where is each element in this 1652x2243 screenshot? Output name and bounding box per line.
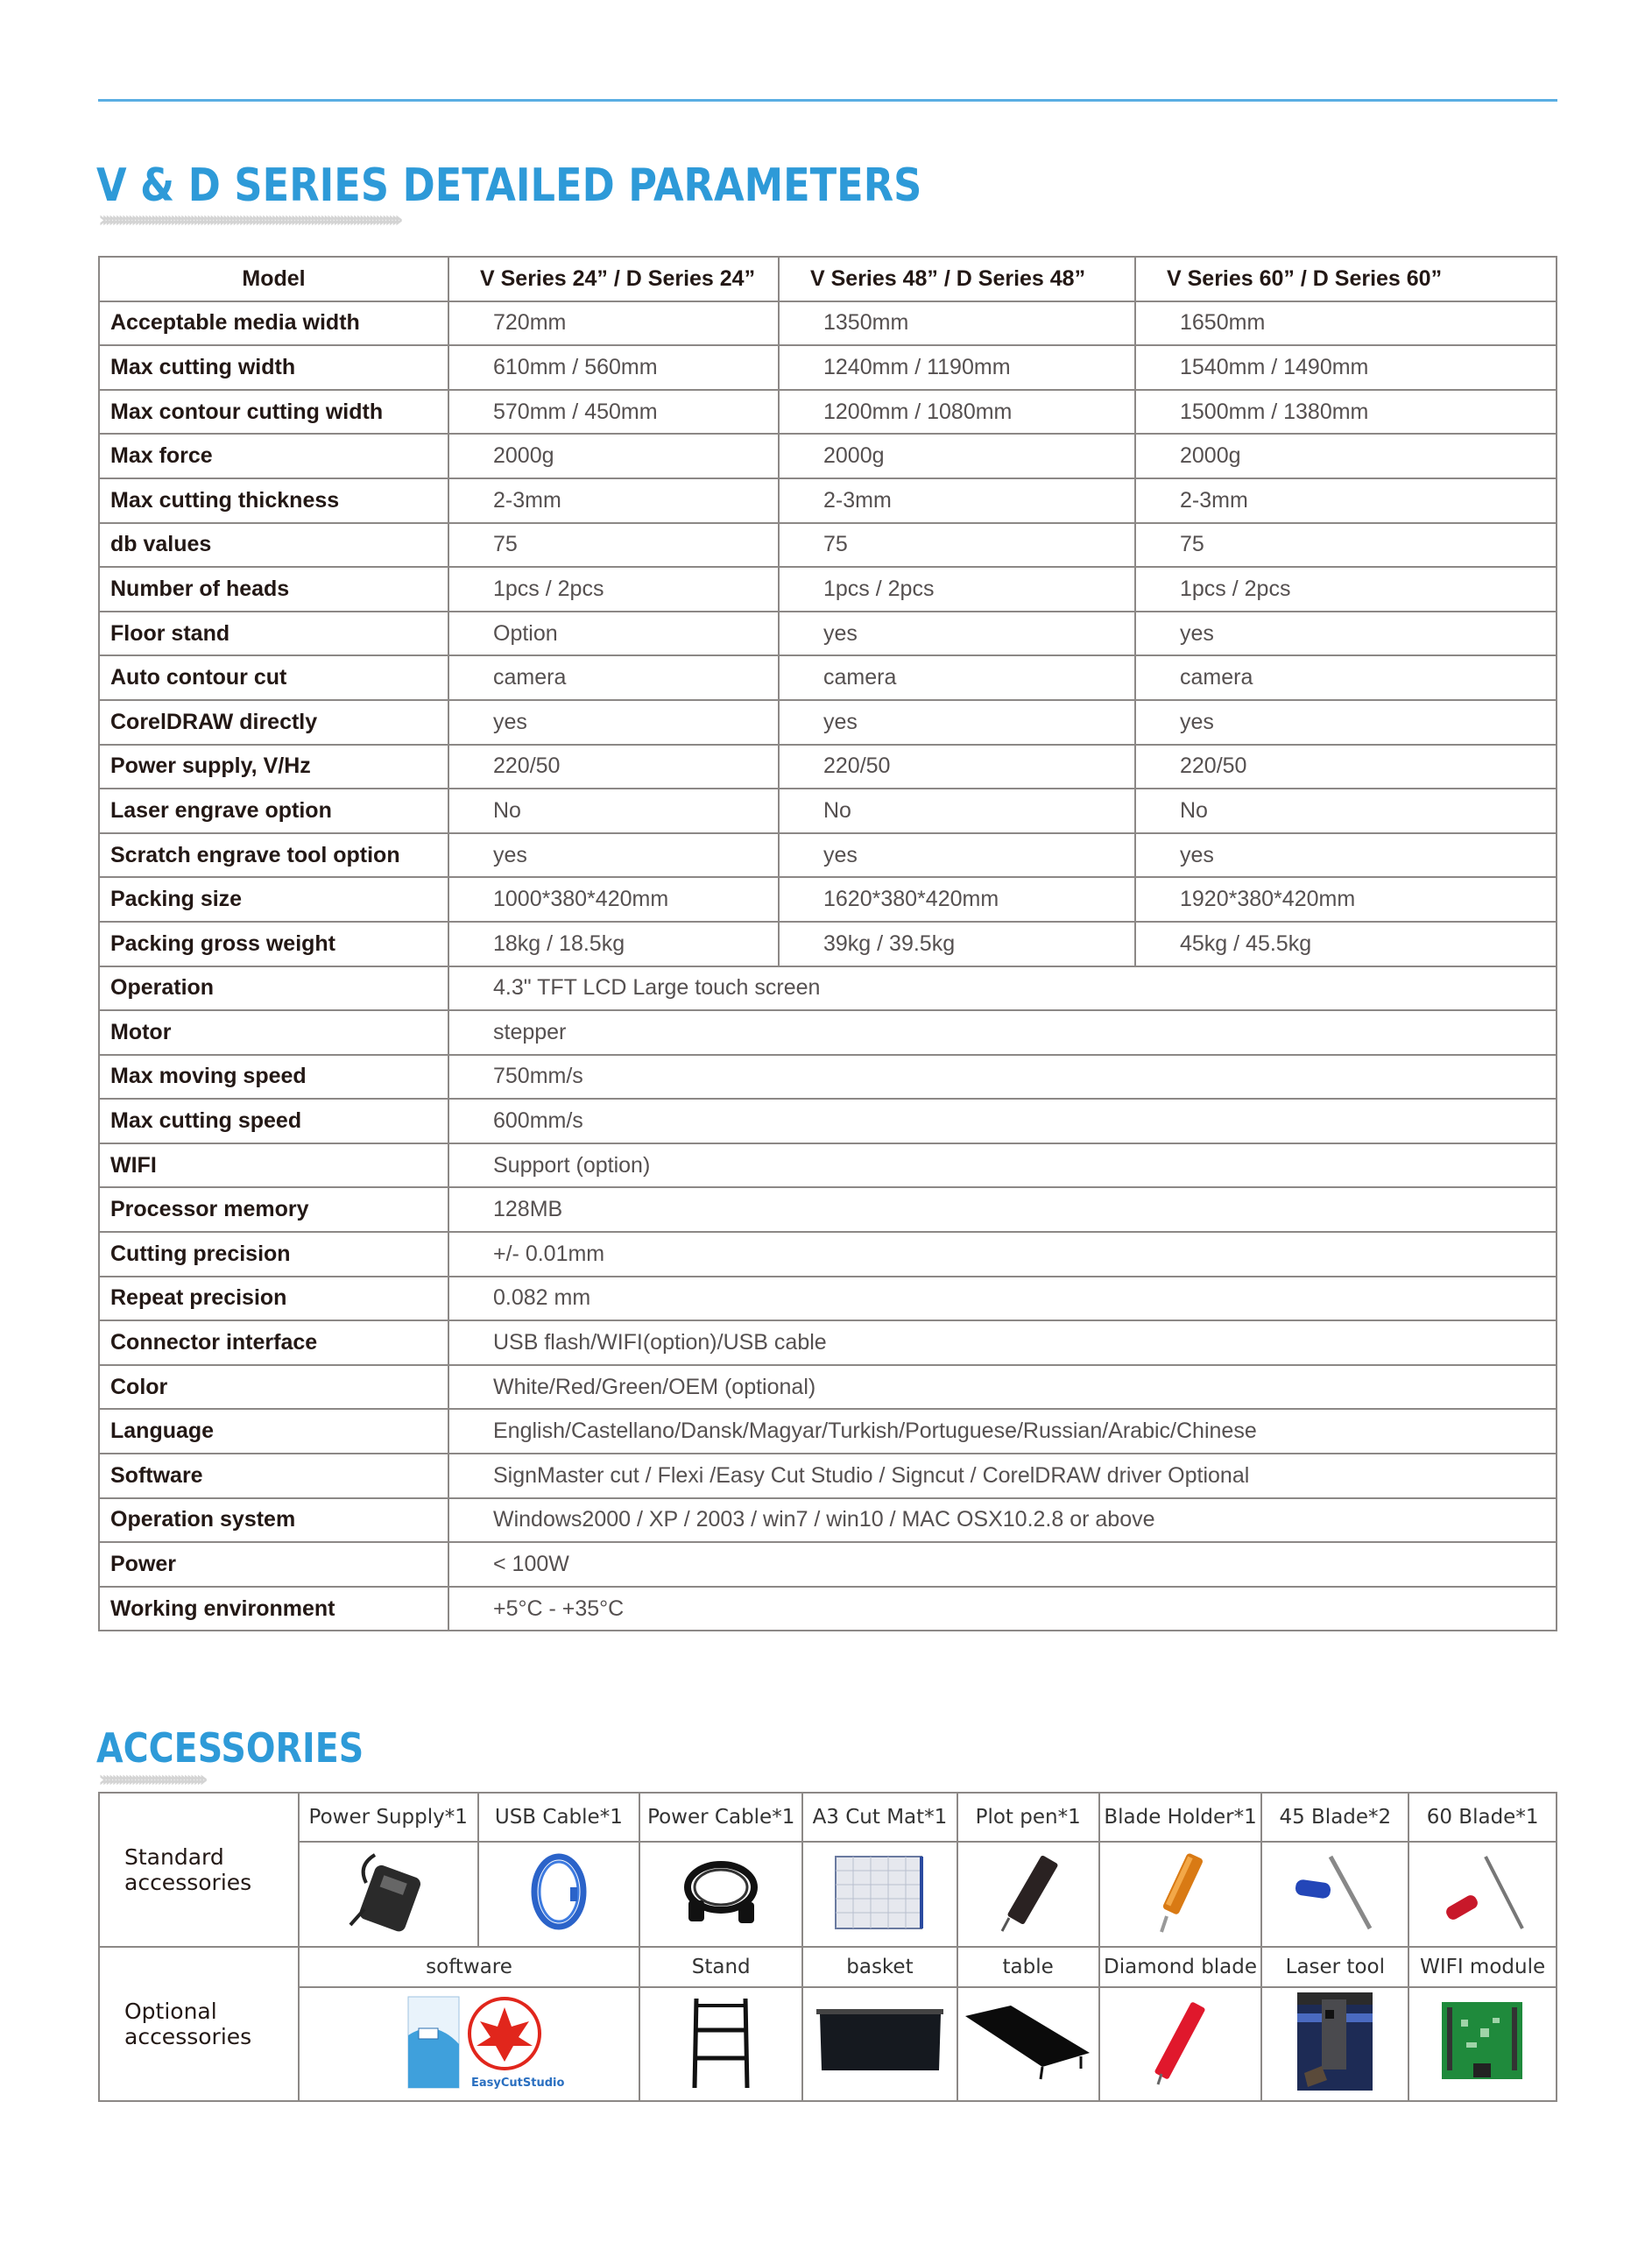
spec-value: 1540mm / 1490mm bbox=[1135, 345, 1557, 390]
spec-value: 1000*380*420mm bbox=[448, 877, 779, 922]
blade-45-image bbox=[1261, 1842, 1408, 1947]
std-item-label: Power Cable*1 bbox=[639, 1793, 802, 1842]
spec-label: Floor stand bbox=[99, 612, 448, 656]
spec-value: 720mm bbox=[448, 301, 779, 346]
spec-label: Color bbox=[99, 1365, 448, 1410]
spec-value: 1350mm bbox=[779, 301, 1135, 346]
spec-value: No bbox=[779, 789, 1135, 833]
spec-label: WIFI bbox=[99, 1143, 448, 1188]
spec-shared-value: +5°C - +35°C bbox=[448, 1587, 1557, 1631]
spec-row-shared bbox=[99, 1143, 1557, 1188]
spec-header-row bbox=[99, 257, 1557, 301]
spec-value: 1pcs / 2pcs bbox=[1135, 567, 1557, 612]
accessories-table bbox=[98, 1792, 1557, 2102]
spec-value: camera bbox=[1135, 655, 1557, 700]
laser-tool-image bbox=[1261, 1987, 1408, 2101]
header-60: V Series 60” / D Series 60” bbox=[1135, 257, 1557, 301]
top-divider bbox=[98, 99, 1557, 102]
spec-label: db values bbox=[99, 523, 448, 568]
title-underline-chevrons: ›››››››››››››››››››››››››››››››››››››››››››››››››››››››››››››››››››››››››››››››››››››››››››› bbox=[98, 210, 398, 230]
opt-item-label: Diamond blade bbox=[1099, 1947, 1262, 1987]
header-model: Model bbox=[99, 257, 448, 301]
spec-row bbox=[99, 745, 1557, 789]
blade-holder-image bbox=[1099, 1842, 1262, 1947]
spec-value: 220/50 bbox=[1135, 745, 1557, 789]
spec-row bbox=[99, 833, 1557, 878]
spec-value: 2-3mm bbox=[448, 478, 779, 523]
optional-images-row bbox=[99, 1987, 1557, 2101]
spec-value: yes bbox=[779, 833, 1135, 878]
spec-label: Operation bbox=[99, 966, 448, 1011]
spec-row-shared bbox=[99, 1454, 1557, 1498]
spec-value: yes bbox=[1135, 833, 1557, 878]
spec-label: Acceptable media width bbox=[99, 301, 448, 346]
spec-value: 75 bbox=[1135, 523, 1557, 568]
spec-label: Connector interface bbox=[99, 1320, 448, 1365]
spec-shared-value: 128MB bbox=[448, 1187, 1557, 1232]
std-item-label: Blade Holder*1 bbox=[1099, 1793, 1262, 1842]
spec-value: 2-3mm bbox=[1135, 478, 1557, 523]
spec-label: Language bbox=[99, 1409, 448, 1454]
spec-row-shared bbox=[99, 1587, 1557, 1631]
spec-row bbox=[99, 345, 1557, 390]
table-image bbox=[957, 1987, 1099, 2101]
spec-label: Packing size bbox=[99, 877, 448, 922]
spec-label: Packing gross weight bbox=[99, 922, 448, 966]
power-cable-image bbox=[639, 1842, 802, 1947]
easycutstudio-logo-text: EasyCutStudio bbox=[470, 2076, 564, 2090]
spec-row bbox=[99, 655, 1557, 700]
spec-row-shared bbox=[99, 1542, 1557, 1587]
std-item-label: A3 Cut Mat*1 bbox=[802, 1793, 957, 1842]
spec-label: Max cutting width bbox=[99, 345, 448, 390]
spec-row-shared bbox=[99, 1320, 1557, 1365]
spec-row bbox=[99, 301, 1557, 346]
usb-cable-image bbox=[478, 1842, 640, 1947]
spec-shared-value: +/- 0.01mm bbox=[448, 1232, 1557, 1277]
spec-label: Max moving speed bbox=[99, 1055, 448, 1100]
spec-shared-value: Windows2000 / XP / 2003 / win7 / win10 / MAC OSX10.2.8 or above bbox=[448, 1498, 1557, 1543]
spec-label: Laser engrave option bbox=[99, 789, 448, 833]
std-item-label: 60 Blade*1 bbox=[1408, 1793, 1557, 1842]
spec-label: Scratch engrave tool option bbox=[99, 833, 448, 878]
spec-shared-value: White/Red/Green/OEM (optional) bbox=[448, 1365, 1557, 1410]
spec-shared-value: Support (option) bbox=[448, 1143, 1557, 1188]
standard-images-row bbox=[99, 1842, 1557, 1947]
spec-shared-value: 4.3" TFT LCD Large touch screen bbox=[448, 966, 1557, 1011]
spec-value: yes bbox=[448, 833, 779, 878]
diamond-blade-image bbox=[1099, 1987, 1262, 2101]
opt-item-label: software bbox=[299, 1947, 639, 1987]
spec-label: Power supply, V/Hz bbox=[99, 745, 448, 789]
spec-row bbox=[99, 922, 1557, 966]
spec-value: 75 bbox=[779, 523, 1135, 568]
spec-label: Max cutting speed bbox=[99, 1099, 448, 1143]
blade-60-image bbox=[1408, 1842, 1557, 1947]
spec-value: 39kg / 39.5kg bbox=[779, 922, 1135, 966]
spec-label: Max contour cutting width bbox=[99, 390, 448, 435]
spec-value: yes bbox=[779, 612, 1135, 656]
std-item-label: USB Cable*1 bbox=[478, 1793, 640, 1842]
spec-value: Option bbox=[448, 612, 779, 656]
plot-pen-image bbox=[957, 1842, 1099, 1947]
header-24: V Series 24” / D Series 24” bbox=[448, 257, 779, 301]
spec-label: CorelDRAW directly bbox=[99, 700, 448, 745]
spec-row bbox=[99, 478, 1557, 523]
spec-value: camera bbox=[448, 655, 779, 700]
spec-value: yes bbox=[1135, 612, 1557, 656]
spec-value: 1240mm / 1190mm bbox=[779, 345, 1135, 390]
spec-value: 220/50 bbox=[448, 745, 779, 789]
spec-row-shared bbox=[99, 1187, 1557, 1232]
spec-row bbox=[99, 612, 1557, 656]
spec-row bbox=[99, 700, 1557, 745]
spec-value: 220/50 bbox=[779, 745, 1135, 789]
spec-shared-value: 0.082 mm bbox=[448, 1277, 1557, 1321]
spec-label: Max force bbox=[99, 434, 448, 478]
power-adapter-image bbox=[299, 1842, 478, 1947]
spec-value: 2000g bbox=[1135, 434, 1557, 478]
std-item-label: 45 Blade*2 bbox=[1261, 1793, 1408, 1842]
spec-value: 570mm / 450mm bbox=[448, 390, 779, 435]
spec-row-shared bbox=[99, 1099, 1557, 1143]
software-boxes-image bbox=[299, 1987, 639, 2101]
spec-value: 2-3mm bbox=[779, 478, 1135, 523]
std-item-label: Power Supply*1 bbox=[299, 1793, 478, 1842]
spec-row-shared bbox=[99, 1010, 1557, 1055]
opt-item-label: Laser tool bbox=[1261, 1947, 1408, 1987]
spec-shared-value: SignMaster cut / Flexi /Easy Cut Studio / Signcut / CorelDRAW driver Optional bbox=[448, 1454, 1557, 1498]
std-item-label: Plot pen*1 bbox=[957, 1793, 1099, 1842]
optional-accessories-label: Optional accessories bbox=[99, 1947, 299, 2101]
spec-value: 1pcs / 2pcs bbox=[779, 567, 1135, 612]
opt-item-label: basket bbox=[802, 1947, 957, 1987]
spec-label: Power bbox=[99, 1542, 448, 1587]
spec-value: 1500mm / 1380mm bbox=[1135, 390, 1557, 435]
stand-image bbox=[639, 1987, 802, 2101]
spec-label: Working environment bbox=[99, 1587, 448, 1631]
spec-row-shared bbox=[99, 966, 1557, 1011]
spec-value: 610mm / 560mm bbox=[448, 345, 779, 390]
spec-label: Number of heads bbox=[99, 567, 448, 612]
spec-value: 1650mm bbox=[1135, 301, 1557, 346]
accessories-underline-chevrons: ›››››››››››››››››››››››››››››››› bbox=[98, 1770, 202, 1789]
opt-item-label: table bbox=[957, 1947, 1099, 1987]
spec-row-shared bbox=[99, 1232, 1557, 1277]
spec-value: 2000g bbox=[779, 434, 1135, 478]
spec-label: Repeat precision bbox=[99, 1277, 448, 1321]
spec-shared-value: < 100W bbox=[448, 1542, 1557, 1587]
spec-row bbox=[99, 789, 1557, 833]
cut-mat-image bbox=[802, 1842, 957, 1947]
header-48: V Series 48” / D Series 48” bbox=[779, 257, 1135, 301]
optional-labels-row bbox=[99, 1947, 1557, 1987]
spec-value: yes bbox=[779, 700, 1135, 745]
spec-label: Operation system bbox=[99, 1498, 448, 1543]
basket-image bbox=[802, 1987, 957, 2101]
spec-label: Software bbox=[99, 1454, 448, 1498]
spec-row-shared bbox=[99, 1055, 1557, 1100]
spec-row bbox=[99, 877, 1557, 922]
spec-row-shared bbox=[99, 1498, 1557, 1543]
spec-value: 1200mm / 1080mm bbox=[779, 390, 1135, 435]
spec-label: Max cutting thickness bbox=[99, 478, 448, 523]
spec-shared-value: stepper bbox=[448, 1010, 1557, 1055]
spec-label: Cutting precision bbox=[99, 1232, 448, 1277]
opt-item-label: Stand bbox=[639, 1947, 802, 1987]
spec-shared-value: 750mm/s bbox=[448, 1055, 1557, 1100]
standard-accessories-label: Standard accessories bbox=[99, 1793, 299, 1947]
page-title: V & D SERIES DETAILED PARAMETERS bbox=[96, 159, 922, 212]
spec-value: 2000g bbox=[448, 434, 779, 478]
spec-row bbox=[99, 523, 1557, 568]
wifi-module-image bbox=[1408, 1987, 1557, 2101]
spec-table bbox=[98, 256, 1557, 1631]
spec-value: 1620*380*420mm bbox=[779, 877, 1135, 922]
spec-label: Auto contour cut bbox=[99, 655, 448, 700]
spec-value: 18kg / 18.5kg bbox=[448, 922, 779, 966]
spec-row bbox=[99, 390, 1557, 435]
spec-shared-value: USB flash/WIFI(option)/USB cable bbox=[448, 1320, 1557, 1365]
opt-item-label: WIFI module bbox=[1408, 1947, 1557, 1987]
spec-value: camera bbox=[779, 655, 1135, 700]
spec-value: 1pcs / 2pcs bbox=[448, 567, 779, 612]
spec-value: No bbox=[448, 789, 779, 833]
spec-shared-value: 600mm/s bbox=[448, 1099, 1557, 1143]
spec-value: 1920*380*420mm bbox=[1135, 877, 1557, 922]
standard-labels-row bbox=[99, 1793, 1557, 1842]
spec-value: yes bbox=[448, 700, 779, 745]
spec-value: No bbox=[1135, 789, 1557, 833]
spec-shared-value: English/Castellano/Dansk/Magyar/Turkish/Portuguese/Russian/Arabic/Chinese bbox=[448, 1409, 1557, 1454]
accessories-title: ACCESSORIES bbox=[96, 1724, 364, 1772]
spec-label: Processor memory bbox=[99, 1187, 448, 1232]
spec-label: Motor bbox=[99, 1010, 448, 1055]
spec-row-shared bbox=[99, 1277, 1557, 1321]
spec-value: yes bbox=[1135, 700, 1557, 745]
spec-value: 45kg / 45.5kg bbox=[1135, 922, 1557, 966]
spec-row-shared bbox=[99, 1365, 1557, 1410]
spec-row-shared bbox=[99, 1409, 1557, 1454]
spec-row bbox=[99, 434, 1557, 478]
spec-value: 75 bbox=[448, 523, 779, 568]
spec-row bbox=[99, 567, 1557, 612]
